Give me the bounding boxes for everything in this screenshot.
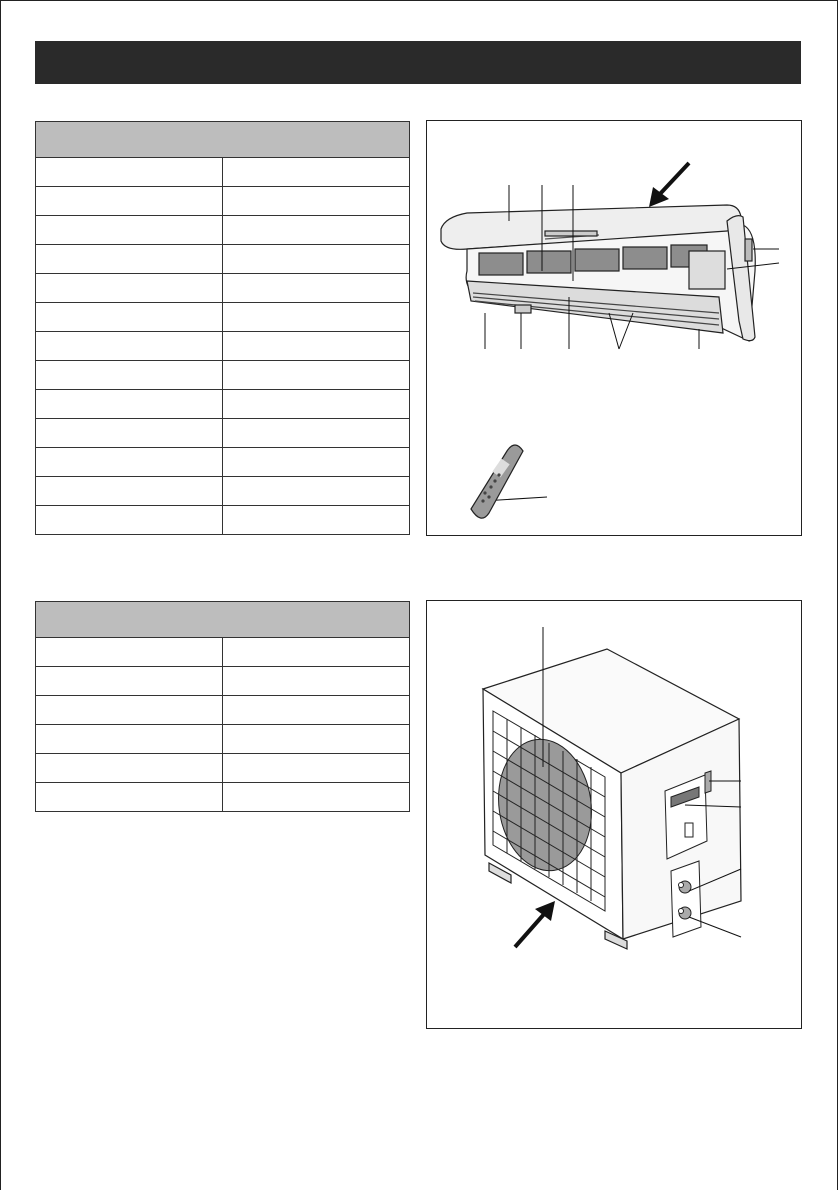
indoor-table-row-part-name xyxy=(223,361,410,390)
indoor-table-row-part-name xyxy=(223,419,410,448)
outdoor-table-body xyxy=(36,638,410,812)
indoor-table-row xyxy=(36,274,410,303)
indoor-table-row-part-name xyxy=(223,274,410,303)
outdoor-parts-table xyxy=(35,601,410,812)
outdoor-table-row-part-name xyxy=(223,638,410,667)
indoor-table-row-number xyxy=(36,506,223,535)
indoor-table-row-part-name xyxy=(223,303,410,332)
indoor-table-row-part-name xyxy=(223,477,410,506)
indoor-table-row-number xyxy=(36,332,223,361)
indoor-table-row xyxy=(36,361,410,390)
indoor-table-row-number xyxy=(36,216,223,245)
outdoor-table-row-number xyxy=(36,667,223,696)
indoor-table-row-part-name xyxy=(223,216,410,245)
indoor-table-row xyxy=(36,332,410,361)
indoor-table-row-number xyxy=(36,419,223,448)
indoor-table-row-part-name xyxy=(223,158,410,187)
outdoor-table-row-number xyxy=(36,783,223,812)
indoor-table-row xyxy=(36,303,410,332)
outdoor-table-row-part-name xyxy=(223,783,410,812)
airflow-arrow-icon xyxy=(515,901,555,947)
indoor-table-row-number xyxy=(36,390,223,419)
indoor-table-row-number xyxy=(36,477,223,506)
outdoor-table-row-part-name xyxy=(223,667,410,696)
indoor-table-row xyxy=(36,419,410,448)
indoor-table-row xyxy=(36,448,410,477)
indoor-table-row-number xyxy=(36,303,223,332)
outdoor-unit-drawing xyxy=(427,601,803,1030)
indoor-parts-table xyxy=(35,121,410,535)
indoor-table-row-number xyxy=(36,187,223,216)
outdoor-table-row xyxy=(36,725,410,754)
indoor-table-row xyxy=(36,216,410,245)
indoor-table-row-number xyxy=(36,361,223,390)
outdoor-table-row-number xyxy=(36,638,223,667)
indoor-table-row-number xyxy=(36,274,223,303)
outdoor-unit-figure xyxy=(426,600,802,1029)
outdoor-table-row xyxy=(36,638,410,667)
indoor-table-row-number xyxy=(36,158,223,187)
indoor-table-row xyxy=(36,158,410,187)
indoor-table-row xyxy=(36,390,410,419)
indoor-table-row-part-name xyxy=(223,245,410,274)
indoor-table-row xyxy=(36,506,410,535)
pipe-valves-icon xyxy=(671,861,701,937)
airflow-arrow-icon xyxy=(649,163,689,207)
outdoor-table-row xyxy=(36,696,410,725)
indoor-table-row-number xyxy=(36,245,223,274)
outdoor-table-row-part-name xyxy=(223,754,410,783)
indoor-table-row xyxy=(36,477,410,506)
outdoor-table-row xyxy=(36,783,410,812)
indoor-table-row-part-name xyxy=(223,390,410,419)
indoor-table-row xyxy=(36,245,410,274)
outdoor-table-row-part-name xyxy=(223,696,410,725)
indoor-table-row-number xyxy=(36,448,223,477)
section-title-bar xyxy=(35,41,801,84)
outdoor-table-row xyxy=(36,667,410,696)
outdoor-table-row-number xyxy=(36,754,223,783)
indoor-table-row-part-name xyxy=(223,332,410,361)
indoor-unit-figure xyxy=(426,120,802,536)
outdoor-table-row-part-name xyxy=(223,725,410,754)
indoor-table-header xyxy=(36,122,410,158)
outdoor-table-row xyxy=(36,754,410,783)
indoor-table-body xyxy=(36,158,410,535)
indoor-table-row-part-name xyxy=(223,187,410,216)
indoor-table-row xyxy=(36,187,410,216)
indoor-table-row-part-name xyxy=(223,448,410,477)
outdoor-table-row-number xyxy=(36,725,223,754)
outdoor-table-row-number xyxy=(36,696,223,725)
outdoor-table-header xyxy=(36,602,410,638)
air-conditioner-indoor-unit-icon xyxy=(441,205,755,341)
remote-control-icon xyxy=(471,445,523,518)
indoor-unit-drawing xyxy=(427,121,803,537)
indoor-table-row-part-name xyxy=(223,506,410,535)
